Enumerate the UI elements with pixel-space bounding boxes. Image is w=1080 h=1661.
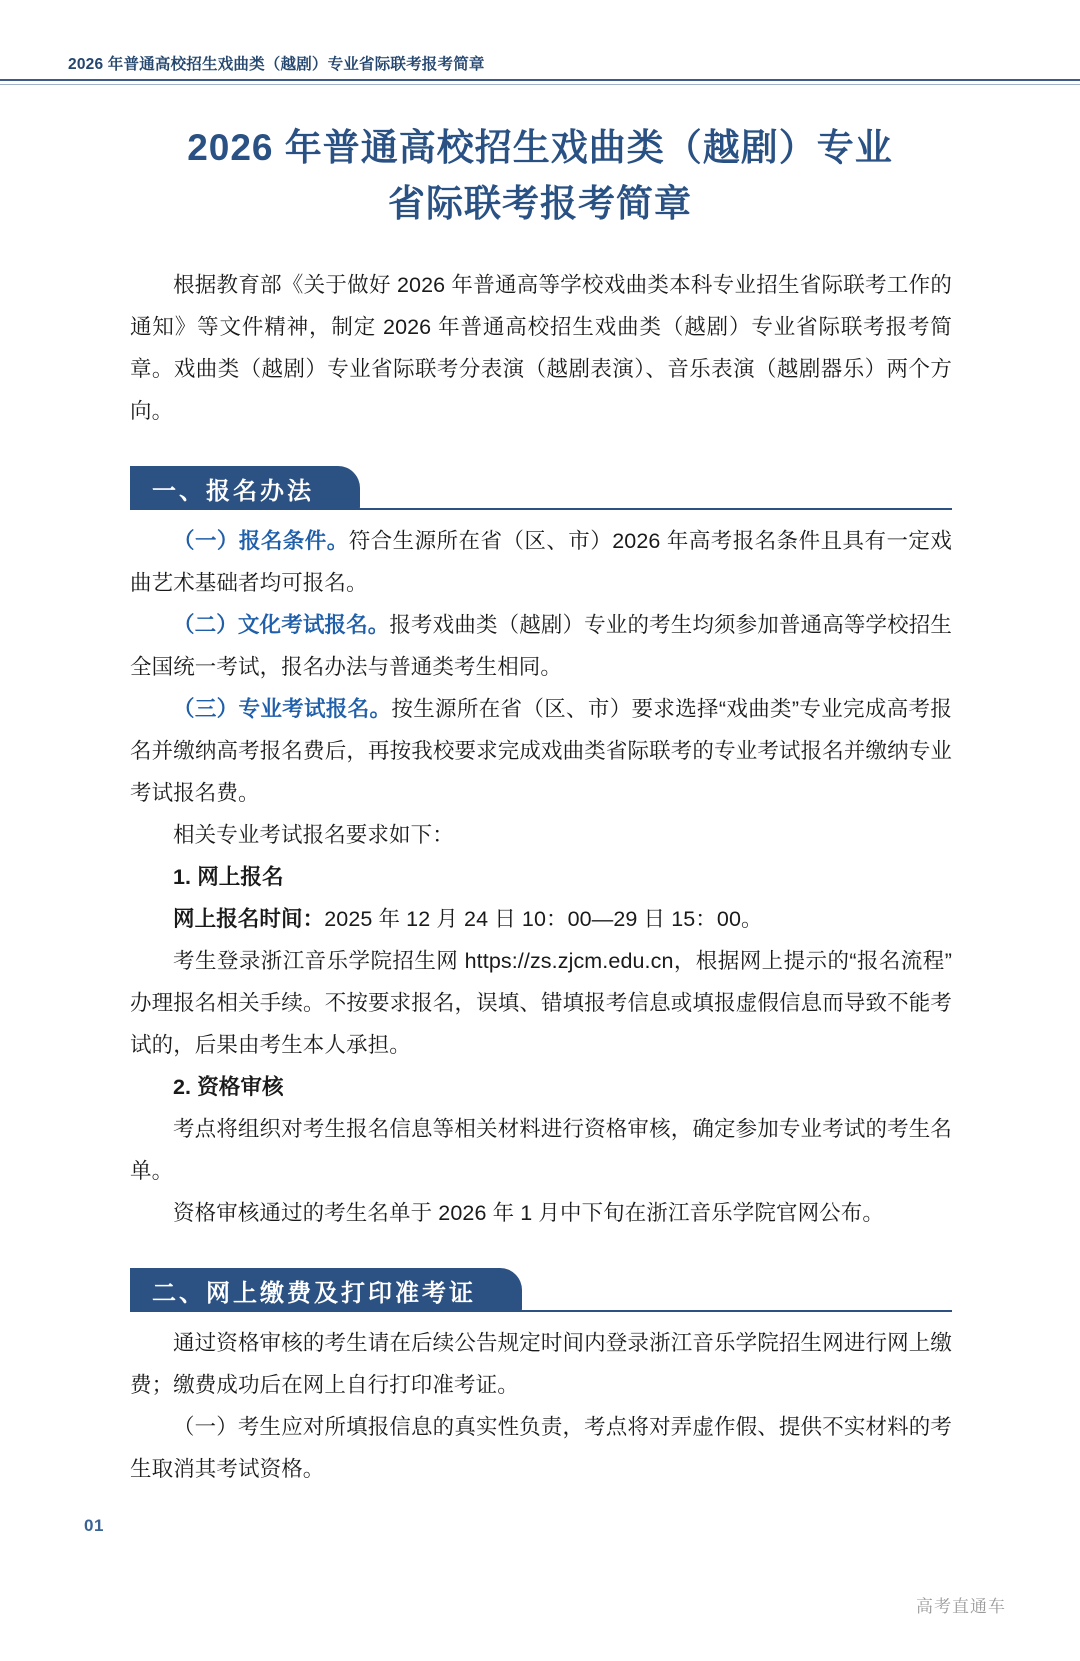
qualification-review-body: 考点将组织对考生报名信息等相关材料进行资格审核，确定参加专业考试的考生名单。	[130, 1117, 952, 1183]
qualification-review-body-2: 资格审核通过的考生名单于 2026 年 1 月中下旬在浙江音乐学院官网公布。	[173, 1201, 884, 1225]
header-rule-thick	[0, 79, 1080, 81]
section-1-item-3	[130, 688, 952, 814]
section-1-item-1	[130, 520, 952, 604]
section-1-item-1-text: 符合生源所在省（区、市）2026 年高考报名条件且具有一定戏曲艺术基础者均可报名。	[130, 529, 952, 595]
section-header-1	[130, 466, 952, 510]
section-1-item-3-label: （三）专业考试报名。	[173, 697, 392, 721]
page-title	[110, 120, 970, 232]
section-banner-2	[130, 1268, 522, 1312]
section-heading-2-label: 二、网上缴费及打印准考证	[152, 1279, 476, 1307]
online-registration-time	[130, 898, 952, 940]
section-banner-1	[130, 466, 360, 510]
section-1-item-2-label: （二）文化考试报名。	[173, 613, 390, 637]
online-registration-time-value: 2025 年 12 月 24 日 10：00—29 日 15：00。	[324, 907, 763, 931]
online-registration-body: 考生登录浙江音乐学院招生网 https://zs.zjcm.edu.cn，根据网上提示的“报名流程”办理报名相关手续。不按要求报名，误填、错填报考信息或填报虚假信息而导致不能考试的，后果由考生本人承担。	[130, 949, 952, 1057]
watermark: 高考直通车	[916, 1597, 1006, 1616]
document-title-block	[0, 108, 1080, 232]
section-1-lead-in: 相关专业考试报名要求如下：	[173, 823, 454, 847]
page-title-line-1: 2026 年普通高校招生戏曲类（越剧）专业	[187, 127, 893, 168]
section-heading-1-label: 一、报名办法	[152, 477, 314, 505]
page-running-header	[0, 52, 1080, 86]
section-rule-2	[130, 1310, 952, 1312]
page-number: 01	[84, 1516, 104, 1535]
document-content	[0, 264, 1080, 1490]
online-registration-time-label: 网上报名时间：	[173, 907, 325, 931]
sub-heading-qualification-review: 2. 资格审核	[173, 1075, 284, 1099]
section-1-item-2	[130, 604, 952, 688]
section-header-2	[130, 1268, 952, 1312]
section-rule-1	[130, 508, 952, 510]
running-header-title: 2026 年普通高校招生戏曲类（越剧）专业省际联考报考简章	[68, 56, 485, 73]
section-2-paragraph-2: （一）考生应对所填报信息的真实性负责，考点将对弄虚作假、提供不实材料的考生取消其考试资格。	[130, 1415, 952, 1481]
section-1-item-2-text: 报考戏曲类（越剧）专业的考生均须参加普通高等学校招生全国统一考试，报名办法与普通类考生相同。	[130, 613, 952, 679]
page-title-line-2: 省际联考报考简章	[388, 183, 692, 224]
section-1-item-1-label: （一）报名条件。	[173, 529, 349, 553]
intro-paragraph: 根据教育部《关于做好 2026 年普通高等学校戏曲类本科专业招生省际联考工作的通知》等文件精神，制定 2026 年普通高校招生戏曲类（越剧）专业省际联考报考简章。戏曲类（越剧）专业省际联考分表演（越剧表演）、音乐表演（越剧器乐）两个方向。	[130, 273, 952, 423]
document-body	[0, 108, 1080, 1490]
section-1-item-3-text: 按生源所在省（区、市）要求选择“戏曲类”专业完成高考报名并缴纳高考报名费后，再按我校要求完成戏曲类省际联考的专业考试报名并缴纳专业考试报名费。	[130, 697, 952, 805]
section-2-paragraph-1: 通过资格审核的考生请在后续公告规定时间内登录浙江音乐学院招生网进行网上缴费；缴费成功后在网上自行打印准考证。	[130, 1331, 952, 1397]
header-rule-thin	[0, 84, 1080, 85]
sub-heading-online-registration: 1. 网上报名	[173, 865, 284, 889]
